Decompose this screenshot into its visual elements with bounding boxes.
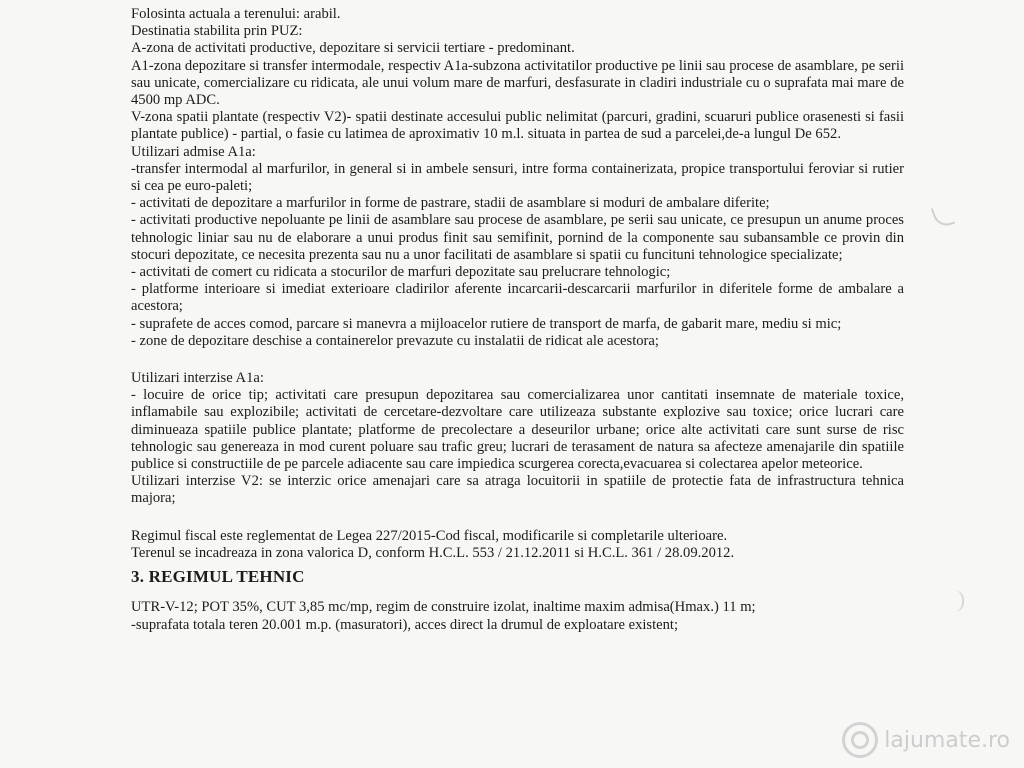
document-body (131, 6, 904, 634)
paragraph: Regimul fiscal este reglementat de Legea 227/2015-Cod fiscal, modificarile si completarile ulterioare. (131, 527, 728, 544)
list-item: - suprafete de acces comod, parcare si manevra a mijloacelor rutiere de transport de marfa, de gabarit mare, mediu si mic; (131, 315, 842, 332)
paragraph: Utilizari interzise V2: se interzic orice amenajari care sa atraga locuitorii in spatiile de protectie fata de infrastructura tehnica majora; (131, 473, 904, 507)
list-item: - locuire de orice tip; activitati care presupun depozitarea sau comercializarea unor cantitati insemnate de materiale toxice, inflamabile sau explozibile; activitati de cercetare-dezvoltare care utilizeaza substante explozive sau toxice; orice lucrari care diminueaza spatiile publice plantate; platforme de precolectare a deseurilor urbane; orice alte activitati care sunt surse de risc tehnologic sau genereaza in mod curent poluare sau trafic greu; lucrari de terasament de natura sa afecteze amenajarile din spatiile publice si constructiile de pe parcele adiacente sau care impiedica scurgerea corecta,evacuarea si colectarea apelor meteorice. (131, 387, 904, 473)
paragraph: A-zona de activitati productive, depozitare si servicii tertiare - predominant. (131, 40, 575, 57)
paragraph: A1-zona depozitare si transfer intermodale, respectiv A1a-subzona activitatilor productive pe linii sau procese de asamblare, pe serii sau unicate, comercializare cu ridicata, ale unui volum mare de marfuri, desfasurate in cladiri industriale cu o suprafata mai mare de 4500 mp ADC. (131, 57, 904, 109)
paragraph: Utilizari interzise A1a: (131, 370, 264, 387)
list-item: -transfer intermodal al marfurilor, in general si in ambele sensuri, intre forma containerizata, propice transportului feroviar si rutier si cea pe euro-paleti; (131, 160, 904, 195)
scan-artifact-mark (931, 203, 955, 230)
paragraph: Utilizari admise A1a: (131, 143, 256, 160)
watermark-text: lajumate.ro (884, 727, 1010, 753)
paragraph: UTR-V-12; POT 35%, CUT 3,85 mc/mp, regim de construire izolat, inaltime maxim admisa(Hmax.) 11 m; (131, 599, 756, 616)
section-fiscal (131, 528, 904, 562)
paragraph: -suprafata totala teren 20.001 m.p. (masuratori), acces direct la drumul de exploatare existent; (131, 616, 679, 633)
section-prohibited (131, 370, 904, 508)
paragraph: Folosinta actuala a terenului: arabil. (131, 6, 341, 22)
watermark-logo-icon (842, 722, 878, 758)
section-technical (131, 599, 904, 633)
section-heading: 3. REGIMUL TEHNIC (131, 567, 305, 587)
list-item: - activitati productive nepoluante pe linii de asamblare sau procese de asamblare, pe serii sau unicate, ce presupun un anume proces tehnologic liniar sau nu de elaborare a unui produs finit sau semifinit, pornind de la componente sau subansamble ce provin din stocuri depozitate, ce necesita prezenta sau nu a unor facilitati de asamblare si spatii cu funcituni tehnologice specializate; (131, 212, 904, 263)
paragraph: V-zona spatii plantate (respectiv V2)- spatii destinate accesului public nelimitat (parcuri, gradini, scuaruri publice orasenesti si fasii plantate publice) - partial, o fasie cu latimea de aproximativ 10 m.l. situata in partea de sud a parcelei,de-a lungul De 652. (131, 109, 904, 143)
section-destination (131, 6, 904, 350)
list-item: - activitati de comert cu ridicata a stocurilor de marfuri depozitate sau prelucrare tehnologic; (131, 264, 671, 281)
list-item: - zone de depozitare deschise a containerelor prevazute cu instalatii de ridicat ale acestora; (131, 332, 659, 349)
watermark (842, 722, 1010, 758)
list-item: - activitati de depozitare a marfurilor in forme de pastrare, stadii de asamblare si moduri de ambalare diferite; (131, 195, 770, 212)
paragraph: Destinatia stabilita prin PUZ: (131, 23, 303, 40)
list-item: - platforme interioare si imediat exterioare cladirilor aferente incarcarii-descarcarii marfurilor in diferitele forme de ambalare a acestora; (131, 281, 904, 315)
paragraph: Terenul se incadreaza in zona valorica D, conform H.C.L. 553 / 21.12.2011 si H.C.L. 361 / 28.09.2012. (131, 544, 735, 561)
scan-artifact-mark (952, 590, 964, 612)
